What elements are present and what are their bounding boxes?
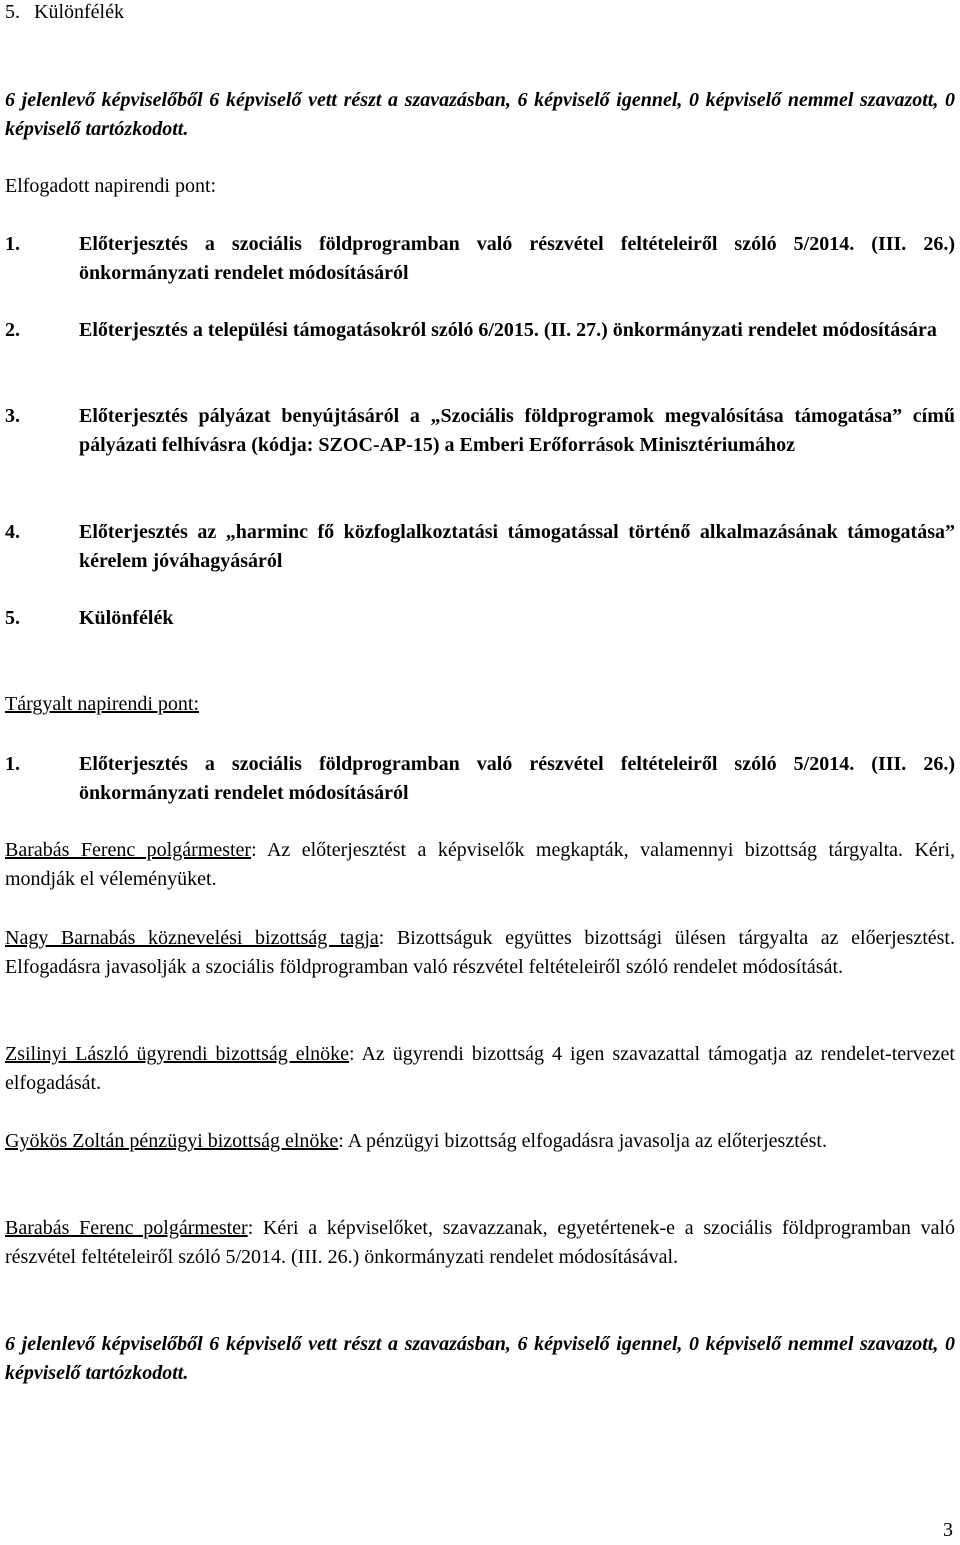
statement-text: : Az előterjesztést a képviselők megkapták, valamennyi bizottság tárgyalta. Kéri, mondják el véleményüket. [5, 839, 956, 890]
agenda-item-number: 5. [5, 607, 20, 629]
page-number: 3 [943, 1519, 953, 1541]
agenda-item-text: Előterjesztés a szociális földprogramban való részvétel feltételeiről szóló 5/2014. (III. 26.) önkormányzati rendelet módosításáról [79, 233, 955, 284]
agenda-item-number: 1. [5, 753, 20, 775]
vote-result: 6 jelenlevő képviselőből 6 képviselő vett részt a szavazásban, 6 képviselő igennel, 0 képviselő nemmel szavazott, 0 képviselő tartózkodott. [5, 1333, 955, 1384]
agenda-item-text: Előterjesztés pályázat benyújtásáról a „Szociális földprogramok megvalósítása támogatása” című pályázati felhívásra (kódja: SZOC-AP-15) a Emberi Erőforrások Minisztériumához [79, 405, 955, 456]
statement-text: : Kéri a képviselőket, szavazzanak, egyetértenek-e a szociális földprogramban való részvétel feltételeiről szóló 5/2014. (III. 26.) önkormányzati rendelet módosításával. [5, 1217, 955, 1268]
section-title: Különfélék [34, 1, 124, 23]
statement-speaker: Nagy Barnabás köznevelési bizottság tagja [5, 927, 379, 949]
statement [5, 1040, 955, 1098]
statement-text: : A pénzügyi bizottság elfogadásra javasolja az előterjesztést. [338, 1130, 827, 1152]
agenda-item-text: Előterjesztés a szociális földprogramban való részvétel feltételeiről szóló 5/2014. (III. 26.) önkormányzati rendelet módosításáról [79, 753, 955, 804]
section-number: 5. [5, 1, 20, 23]
statement-text: : Bizottságuk együttes bizottsági ülésen tárgyalta az előerjesztést. Elfogadásra javasolják a szociális földprogramban való részvétel feltételeiről szóló rendelet módosítását. [5, 927, 955, 978]
statement-speaker: Gyökös Zoltán pénzügyi bizottság elnöke [5, 1130, 339, 1152]
accepted-agenda-label: Elfogadott napirendi pont: [5, 175, 217, 197]
statement [5, 924, 955, 982]
agenda-item-text: Előterjesztés a települési támogatásokról szóló 6/2015. (II. 27.) önkormányzati rendelet módosítására [79, 319, 937, 341]
statement [5, 1127, 955, 1156]
statement-speaker: Barabás Ferenc polgármester [5, 1217, 248, 1239]
statement-speaker: Zsilinyi László ügyrendi bizottság elnöke [5, 1043, 350, 1065]
discussed-agenda-label: Tárgyalt napirendi pont: [5, 693, 200, 715]
vote-result: 6 jelenlevő képviselőből 6 képviselő vett részt a szavazásban, 6 képviselő igennel, 0 képviselő nemmel szavazott, 0 képviselő tartózkodott. [5, 89, 955, 140]
agenda-item-number: 3. [5, 405, 20, 427]
agenda-item-number: 1. [5, 233, 20, 255]
statement [5, 1214, 955, 1272]
section-heading [5, 0, 955, 27]
agenda-item-number: 4. [5, 521, 20, 543]
statement [5, 836, 955, 894]
agenda-item-text: Előterjesztés az „harminc fő közfoglalkoztatási támogatással történő alkalmazásának támogatása” kérelem jóváhagyásáról [79, 521, 955, 572]
statement-text: : Az ügyrendi bizottság 4 igen szavazattal támogatja az rendelet-tervezet elfogadását. [5, 1043, 955, 1094]
agenda-item-number: 2. [5, 319, 20, 341]
agenda-item-text: Különfélék [79, 607, 174, 629]
statement-speaker: Barabás Ferenc polgármester [5, 839, 252, 861]
